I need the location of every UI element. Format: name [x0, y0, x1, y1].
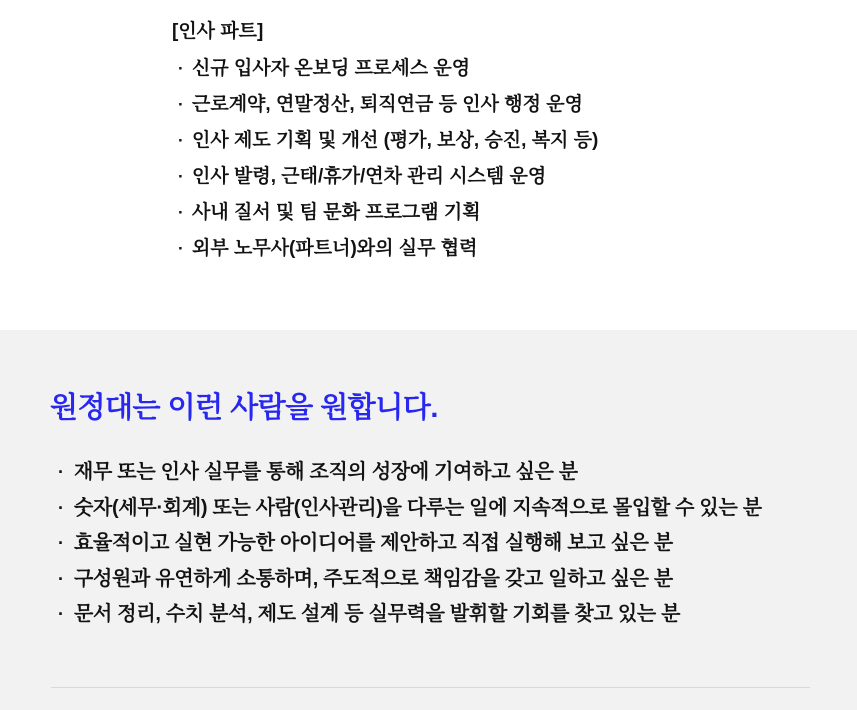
list-item — [50, 491, 857, 527]
list-item — [172, 87, 857, 123]
hr-part-section — [0, 0, 857, 330]
list-item — [50, 526, 857, 562]
hr-part-list — [172, 51, 857, 267]
list-item-text: 구성원과 유연하게 소통하며, 주도적으로 책임감을 갖고 일하고 싶은 분 — [74, 567, 673, 590]
bullet-icon: · — [58, 462, 64, 482]
hr-part-title: [인사 파트] — [172, 21, 264, 42]
list-item-text: 문서 정리, 수치 분석, 제도 설계 등 실무력을 발휘할 기회를 찾고 있는 분 — [74, 603, 681, 625]
list-item — [172, 195, 857, 231]
section-divider — [51, 687, 810, 688]
list-item — [172, 159, 857, 195]
list-item — [50, 455, 857, 491]
list-item-text: 재무 또는 인사 실무를 통해 조직의 성장에 기여하고 싶은 분 — [74, 461, 578, 483]
list-item — [50, 562, 857, 598]
list-item-text: 인사 제도 기획 및 개선 (평가, 보상, 승진, 복지 등) — [192, 130, 599, 151]
list-item-text: 효율적이고 실현 가능한 아이디어를 제안하고 직접 실행해 보고 싶은 분 — [74, 532, 673, 554]
bullet-icon: · — [178, 131, 184, 150]
bullet-icon: · — [178, 167, 184, 186]
bullet-icon: · — [178, 59, 184, 78]
list-item-text: 숫자(세무·회계) 또는 사람(인사관리)을 다루는 일에 지속적으로 몰입할 수 있는 분 — [74, 496, 762, 519]
ideal-candidate-heading: 원정대는 이런 사람을 원합니다. — [50, 392, 438, 424]
list-item — [50, 597, 857, 633]
list-item-text: 외부 노무사(파트너)와의 실무 협력 — [192, 238, 478, 259]
bullet-icon: · — [58, 604, 64, 624]
bullet-icon: · — [58, 568, 64, 589]
list-item-text: 근로계약, 연말정산, 퇴직연금 등 인사 행정 운영 — [192, 94, 583, 115]
bullet-icon: · — [178, 95, 184, 114]
bullet-icon: · — [178, 203, 184, 222]
bullet-icon: · — [58, 497, 64, 518]
ideal-candidate-section — [0, 330, 857, 710]
list-item — [172, 123, 857, 159]
ideal-candidate-list — [50, 455, 857, 633]
list-item — [172, 231, 857, 267]
list-item — [172, 51, 857, 87]
bullet-icon: · — [178, 239, 184, 258]
bullet-icon: · — [58, 533, 64, 553]
list-item-text: 신규 입사자 온보딩 프로세스 운영 — [192, 58, 471, 79]
list-item-text: 인사 발령, 근태/휴가/연차 관리 시스템 운영 — [192, 166, 547, 187]
list-item-text: 사내 질서 및 팀 문화 프로그램 기획 — [192, 202, 481, 223]
